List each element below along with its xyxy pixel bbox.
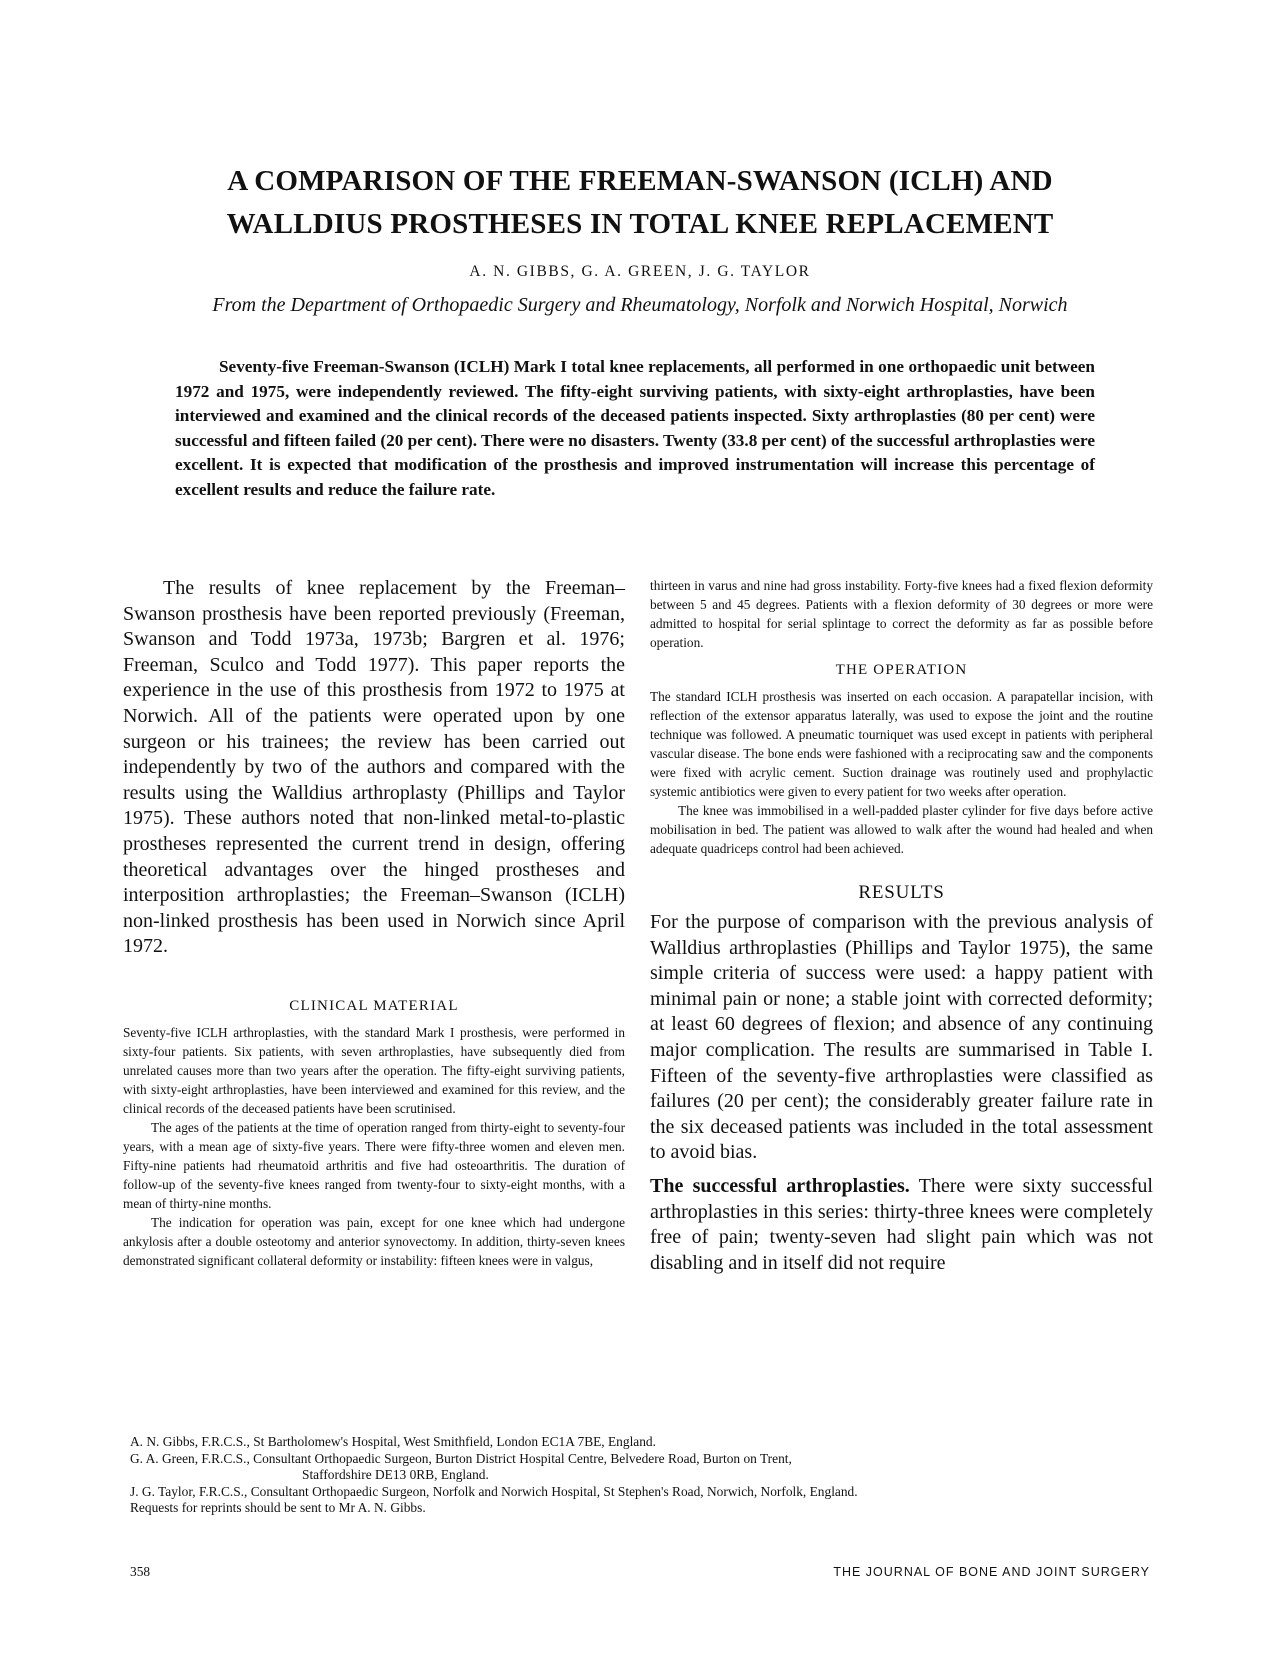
footnote-green: G. A. Green, F.R.C.S., Consultant Orthopaedic Surgeon, Burton District Hospital Centre, Belvedere Road, Burton on Trent,: [130, 1450, 792, 1466]
left-column: [123, 576, 625, 1270]
article-title: [120, 160, 1160, 246]
successful-arthroplasties-runin: The successful arthroplasties.: [650, 1174, 910, 1197]
footnote-reprints: Requests for reprints should be sent to Mr A. N. Gibbs.: [130, 1500, 426, 1515]
footnote-taylor: J. G. Taylor, F.R.C.S., Consultant Orthopaedic Surgeon, Norfolk and Norwich Hospital, St Stephen's Road, Norwich, Norfolk, England.: [130, 1483, 858, 1499]
clinical-continuation: thirteen in varus and nine had gross instability. Forty-five knees had a fixed flexion deformity between 5 and 45 degrees. Patients with a flexion deformity of 30 degrees or more were admitted to hospital for serial splintage to correct the deformity as far as possible before operation.: [650, 578, 1153, 650]
title-line-1: A COMPARISON OF THE FREEMAN-SWANSON (ICLH) AND: [227, 165, 1053, 197]
operation-heading: THE OPERATION: [835, 662, 968, 678]
clinical-material-heading: CLINICAL MATERIAL: [289, 997, 459, 1014]
right-column: [650, 576, 1153, 1276]
author-list: A. N. GIBBS, G. A. GREEN, J. G. TAYLOR: [469, 263, 811, 280]
title-line-2: WALLDIUS PROSTHESES IN TOTAL KNEE REPLACEMENT: [226, 208, 1054, 240]
intro-paragraph: The results of knee replacement by the Freeman–Swanson prosthesis have been reported previously (Freeman, Swanson and Todd 1973a, 1973b; Bargren et al. 1976; Freeman, Sculco and Todd 1977). This paper reports the experience in the use of this prosthesis from 1972 to 1975 at Norwich. All of the patients were operated upon by one surgeon or his trainees; the review has been carried out independently by two of the authors and compared with the results using the Walldius arthroplasty (Phillips and Taylor 1975). These authors noted that non-linked metal-to-plastic prostheses represented the current trend in design, offering theoretical advantages over the hinged prostheses and interposition arthroplasties; the Freeman–Swanson (ICLH) non-linked prosthesis has been used in Norwich since April 1972.: [123, 577, 625, 958]
footnote-green-continued: Staffordshire DE13 0RB, England.: [302, 1467, 489, 1482]
clinical-paragraph-1: Seventy-five ICLH arthroplasties, with the standard Mark I prosthesis, were performed in sixty-four patients. Six patients, with seven arthroplasties, have subsequently died from unrelated causes more than two years after the operation. The fifty-eight surviving patients, with sixty-eight arthroplasties, have been interviewed and examined for this review, and the clinical records of the deceased patients have been scrutinised.: [123, 1024, 625, 1116]
operation-paragraph-1: The standard ICLH prosthesis was inserted on each occasion. A parapatellar incision, with reflection of the extensor apparatus laterally, was used to expose the joint and the routine technique was followed. A pneumatic tourniquet was used except in patients with peripheral vascular disease. The bone ends were fashioned with a reciprocating saw and the components were fixed with acrylic cement. Suction drainage was routinely used and prophylactic systemic antibiotics were given to every patient for two weeks after operation.: [650, 689, 1153, 799]
abstract: Seventy-five Freeman-Swanson (ICLH) Mark I total knee replacements, all performed in one orthopaedic unit between 1972 and 1975, were independently reviewed. The fifty-eight surviving patients, with sixty-eight arthroplasties, have been interviewed and examined and the clinical records of the deceased patients inspected. Sixty arthroplasties (80 per cent) were successful and fifteen failed (20 per cent). There were no disasters. Twenty (33.8 per cent) of the successful arthroplasties were excellent. It is expected that modification of the prosthesis and improved instrumentation will increase this percentage of excellent results and reduce the failure rate.: [175, 357, 1095, 499]
successful-arthroplasties-text: There were sixty successful arthroplasties in this series: thirty-three knees were completely free of pain; twenty-seven had slight pain which was not disabling and in itself did not require: [650, 1174, 1153, 1274]
results-paragraph-1: For the purpose of comparison with the previous analysis of Walldius arthroplasties (Phillips and Taylor 1975), the same simple criteria of success were used: a happy patient with minimal pain or none; a stable joint with corrected deformity; at least 60 degrees of flexion; and absence of any continuing major complication. The results are summarised in Table I. Fifteen of the seventy-five arthroplasties were classified as failures (20 per cent); the considerably greater failure rate in the six deceased patients was included in the total assessment to avoid bias.: [650, 911, 1153, 1164]
author-footnotes: [130, 1434, 1150, 1517]
affiliation: From the Department of Orthopaedic Surgery and Rheumatology, Norfolk and Norwich Hospital, Norwich: [212, 294, 1068, 316]
clinical-paragraph-2: The ages of the patients at the time of operation ranged from thirty-eight to seventy-four years, with a mean age of sixty-five years. There were fifty-three women and eleven men. Fifty-nine patients had rheumatoid arthritis and five had osteoarthritis. The duration of follow-up of the seventy-five knees ranged from twenty-four to sixty-eight months, with a mean of thirty-nine months.: [123, 1119, 625, 1211]
journal-name: THE JOURNAL OF BONE AND JOINT SURGERY: [833, 1565, 1150, 1579]
clinical-paragraph-3: The indication for operation was pain, except for one knee which had undergone ankylosis after a double osteotomy and anterior synovectomy. In addition, thirty-seven knees demonstrated significant collateral deformity or instability: fifteen knees were in valgus,: [123, 1214, 625, 1268]
page-number: 358: [130, 1564, 151, 1579]
results-heading: RESULTS: [858, 882, 945, 903]
results-paragraph-2: [650, 1174, 1153, 1276]
operation-paragraph-2: The knee was immobilised in a well-padded plaster cylinder for five days before active mobilisation in bed. The patient was allowed to walk after the wound had healed and when adequate quadriceps control had been achieved.: [650, 803, 1153, 856]
footnote-gibbs: A. N. Gibbs, F.R.C.S., St Bartholomew's Hospital, West Smithfield, London EC1A 7BE, England.: [130, 1434, 656, 1449]
